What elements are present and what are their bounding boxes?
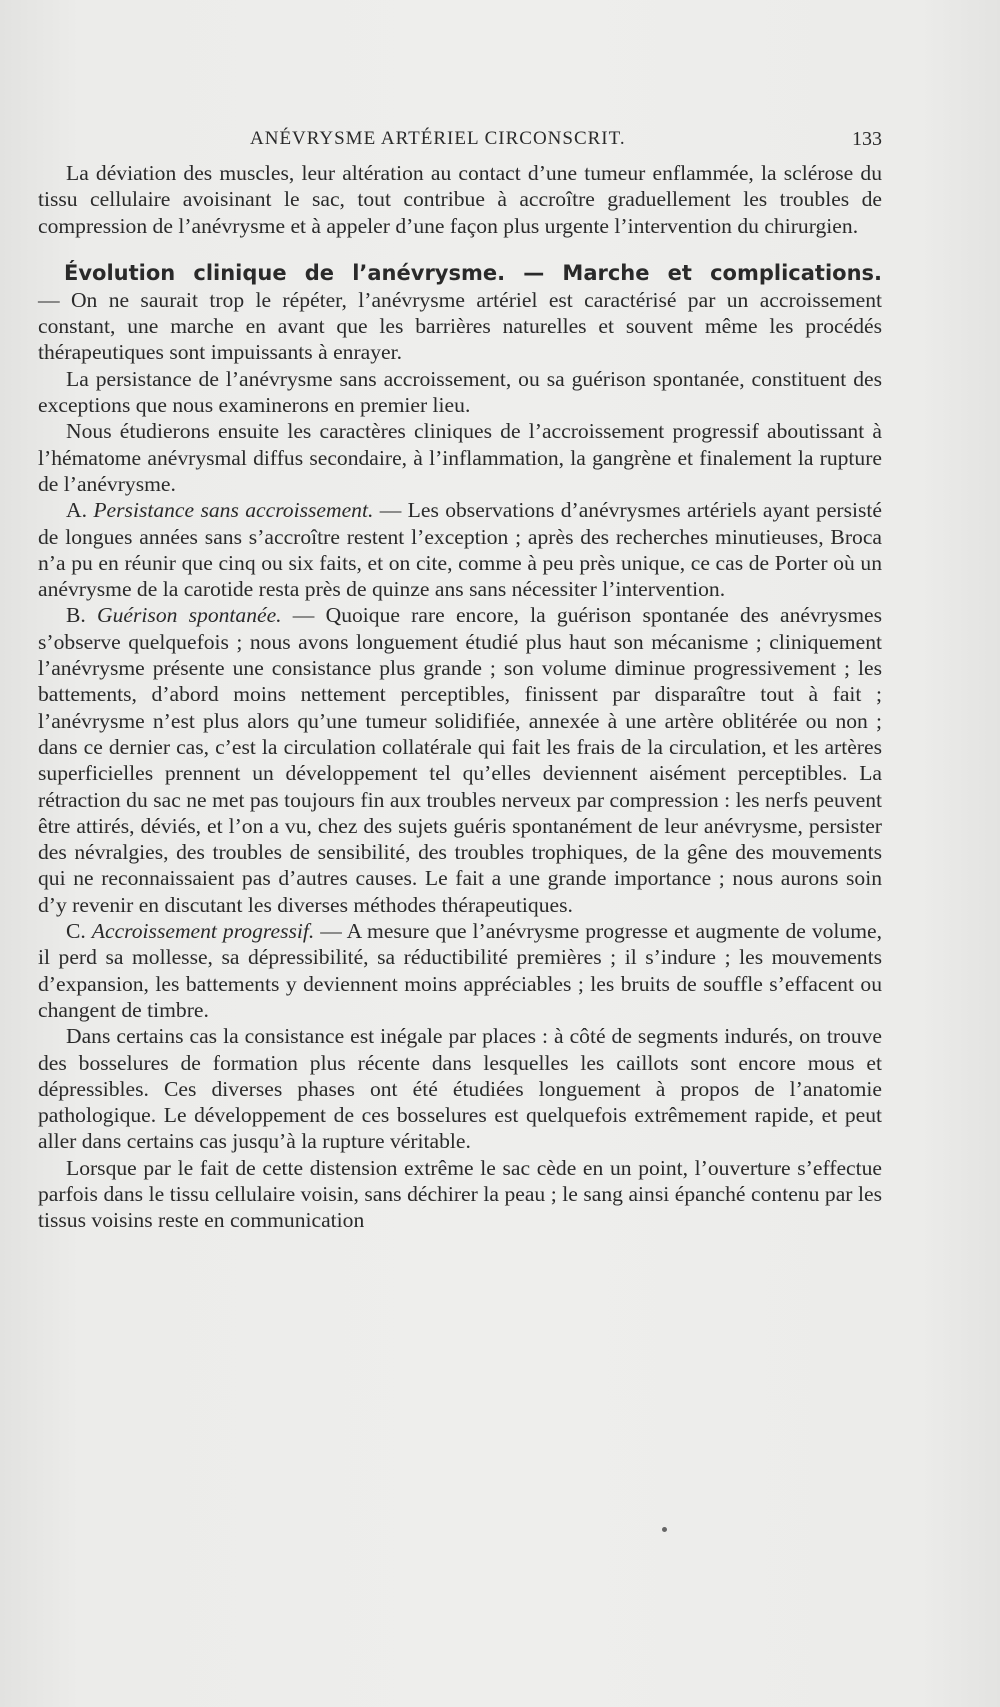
subsection-c-text: — A mesure que l’anévrysme progresse et augmente de volume, il perd sa mollesse, sa dépressibilité, sa réductibilité premières ; il s’indure ; les mouvements d’expansion, les battements y deviennent moins appréciables ; les bruits de souffle s’effacent ou changent de timbre. xyxy=(38,919,882,1022)
paragraph-2: — On ne saurait trop le répéter, l’anévrysme artériel est caractérisé par un accroissement constant, une marche en avant que les barrières naturelles et souvent même les procédés thérapeutiques sont impuissants à enrayer. xyxy=(38,287,882,365)
subsection-a-text: — Les observations d’anévrysmes artériels ayant persisté de longues années sans s’accroître restent l’exception ; après des recherches minutieuses, Broca n’a pu en réunir que cinq ou six faits, et on cite, comme à peu près unique, ce cas de Porter où un anévrysme de la carotide resta près de quinze ans sans nécessiter l’intervention. xyxy=(38,498,882,602)
subsection-c xyxy=(38,918,882,1023)
subsection-a-label: A. xyxy=(66,498,87,523)
page-body xyxy=(38,160,882,1234)
subsection-b-title: Guérison spontanée. xyxy=(97,603,282,628)
paragraph-5: Dans certains cas la consistance est inégale par places : à côté de segments indurés, on trouve des bosselures de formation plus récente dans lesquelles les caillots sont encore mous et dépressibles. Ces diverses phases ont été étudiées longuement à propos de l’anatomie pathologique. Le développement de ces bosselures est quelquefois extrêmement rapide, et peut aller dans certains cas jusqu’à la rupture véritable. xyxy=(38,1024,882,1154)
section-heading: Évolution clinique de l’anévrysme. — Marche et complications. xyxy=(64,260,882,285)
subsection-c-label: C. xyxy=(66,919,86,944)
subsection-b-label: B. xyxy=(66,603,86,628)
page-number: 133 xyxy=(852,128,882,150)
paragraph-6: Lorsque par le fait de cette distension extrême le sac cède en un point, l’ouverture s’effectue parfois dans le tissu cellulaire voisin, sans déchirer la peau ; le sang ainsi épanché contenu par les tissus voisins reste en communication xyxy=(38,1155,882,1233)
subsection-b-text: — Quoique rare encore, la guérison spontanée des anévrysmes s’observe quelquefois ; nous avons longuement étudié plus haut son mécanisme ; cliniquement l’anévrysme présente une consistance plus grande ; son volume diminue progressivement ; les battements, d’abord moins nettement perceptibles, finissent par disparaître tout à fait ; l’anévrysme n’est plus alors qu’une tumeur solidifiée, annexée à une artère oblitérée ou non ; dans ce dernier cas, c’est la circulation collatérale qui fait les frais de la circulation, et les artères superficielles prennent un développement tel qu’elles deviennent aisément perceptibles. La rétraction du sac ne met pas toujours fin aux troubles nerveux par compression : les nerfs peuvent être attirés, déviés, et l’on a vu, chez des sujets guéris spontanément de leur anévrysme, persister des névralgies, des troubles de sensibilité, des troubles trophiques, de la gêne des mouvements qui ne reconnaissaient pas d’autres causes. Le fait a une grande importance ; nous aurons soin d’y revenir en discutant les diverses méthodes thérapeutiques. xyxy=(38,603,882,917)
ink-dot xyxy=(662,1527,667,1532)
paragraph-1: La déviation des muscles, leur altération au contact d’une tumeur enflammée, la sclérose du tissu cellulaire avoisinant le sac, tout contribue à accroître graduellement les troubles de compression de l’anévrysme et à appeler d’une façon plus urgente l’intervention du chirurgien. xyxy=(38,161,882,238)
subsection-c-title: Accroissement progressif. xyxy=(91,919,315,944)
running-title: ANÉVRYSME ARTÉRIEL CIRCONSCRIT. xyxy=(250,128,626,149)
subsection-a-title: Persistance sans accroissement. xyxy=(93,498,374,523)
subsection-b xyxy=(38,602,882,918)
paragraph-3: La persistance de l’anévrysme sans accroissement, ou sa guérison spontanée, constituent des exceptions que nous examinerons en premier lieu. xyxy=(38,366,882,418)
subsection-a xyxy=(38,497,882,602)
paragraph-4: Nous étudierons ensuite les caractères cliniques de l’accroissement progressif aboutissant à l’hématome anévrysmal diffus secondaire, à l’inflammation, la gangrène et finalement la rupture de l’anévrysme. xyxy=(38,419,882,496)
